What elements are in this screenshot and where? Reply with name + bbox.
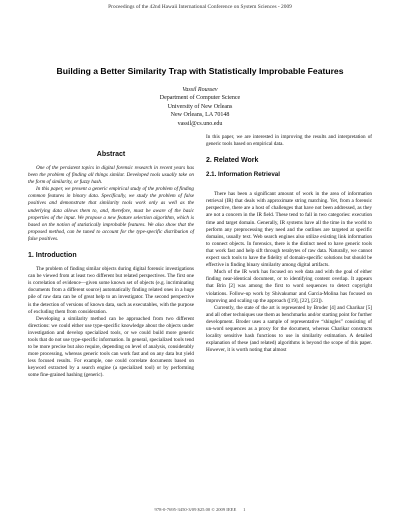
subsection-heading-information-retrieval: 2.1. Information Retrieval	[206, 171, 280, 179]
abstract-body	[28, 165, 194, 243]
body-paragraph: Much of the IR work has focused on web data and with the goal of either finding near-identical document, or to identifying content overlap. It appears that Brin [2] was among the first to word sequences to detect copyright violations. Follow-up work by Shivakumar and Garcia-Molina has focused on improving and scaling up the approach ([19], [22], [23]).	[206, 269, 372, 304]
footer-copyright: 978-0-7695-3450-3/09 $25.00 © 2009 IEEE	[154, 507, 237, 512]
running-header: Proceedings of the 42nd Hawaii International Conference on System Sciences - 2009	[108, 4, 292, 10]
author-name: Vassil Roussev	[182, 87, 218, 93]
author-email: vassil@cs.uno.edu	[177, 120, 223, 127]
left-column	[28, 150, 194, 380]
intro-paragraph: Developing a similarity method can be approached from two different directions: we could either use type-specific knowledge about the objects under investigation and develop specialized tools, or we could build more generic tools that do not use type-specific information. In general, specialized tools tend to be more precise but also require, depending on level of analysis, considerably more processing, whereas generic tools can work fast and on any data but yield less focused results. For example, one could correlate documents based on keyword extracted by a search engine (a specialized tool) or by performing some fine-grained hashing (generic).	[28, 315, 194, 379]
abstract-heading: Abstract	[96, 151, 126, 158]
abstract-paragraph: In this paper, we present a generic empirical study of the problem of finding common features in binary data. Specifically, we study the problem of false positives and demonstrate that similarity tools work only as well as the underlying data allows them to, and, therefore, must be aware of the basic properties of the input. We propose a new feature selection algorithm, which is based on the notion of statistically improbable features. We also show that the proposed method, can be tuned to account for the type-specific distribution of false positives.	[28, 186, 194, 242]
right-column	[206, 134, 372, 354]
intro-paragraph: The problem of finding similar objects during digital forensic investigations can be viewed from at least two different but related perspectives. The first one is correlation of evidence—given some known set of objects (e.g. incriminating documents from a different source) automatically finding related ones in a huge pile of raw data can be of great help to an investigator. The second perspective is the detection of versions of known data, such as executables, with the purpose of excluding them from consideration.	[28, 266, 194, 315]
author-block	[100, 86, 300, 128]
section-heading-introduction: 1. Introduction	[28, 252, 77, 260]
body-paragraph: Currently, the state of the art is represented by Broder [4] and Charikar [5] and all other techniques use them as benchmarks and/or starting point for further development. Broder uses a sample of representative “shingles” consisting of un-word sequences as a proxy for the document, whereas Charikar constructs locality sensitive hash functions to use in similarity estimation. A detailed explanation of these (and related) algorithms is beyond the scope of this paper. However, it is worth noting that almost	[206, 304, 372, 354]
section-heading-related-work: 2. Related Work	[206, 157, 259, 165]
page-number: 1	[243, 507, 246, 512]
affiliation-city: New Orleans, LA 70148	[170, 112, 230, 119]
affiliation-univ: University of New Orleans	[167, 103, 233, 110]
body-paragraph: In this paper, we are interested in improving the results and interpretation of generic tools based on empirical data.	[206, 134, 372, 148]
paper-title: Building a Better Similarity Trap with Statistically Improbable Features	[56, 66, 344, 76]
page-footer	[0, 507, 400, 512]
body-paragraph: There has been a significant amount of work in the area of information retrieval (IR) that deals with approximate string matching. Yet, from a forensic perspective, there are a host of challenges that have not been addressed, as they are not a concern in the IR field. These tend to fall in two categories: execution time and target domain. Generally, IR systems have all the time in the world to perform any preprocessing they need and the outlines are targeted at specific domains, usually text. Web search engines also utilize existing link information to connect objects. In forensics, there is the distinct need to have generic tools that work fast and help sift through terabytes of raw data. Naturally, we cannot expect such tools to have the fidelity of domain-specific solutions but should be effective in finding binary similarity among digital artifacts.	[206, 191, 372, 269]
abstract-paragraph: One of the persistent topics in digital forensic research in recent years has been the problem of finding all things similar. Developed tools usually take on the form of similarity, or fuzzy hash.	[28, 165, 194, 186]
affiliation-dept: Department of Computer Science	[159, 95, 241, 102]
